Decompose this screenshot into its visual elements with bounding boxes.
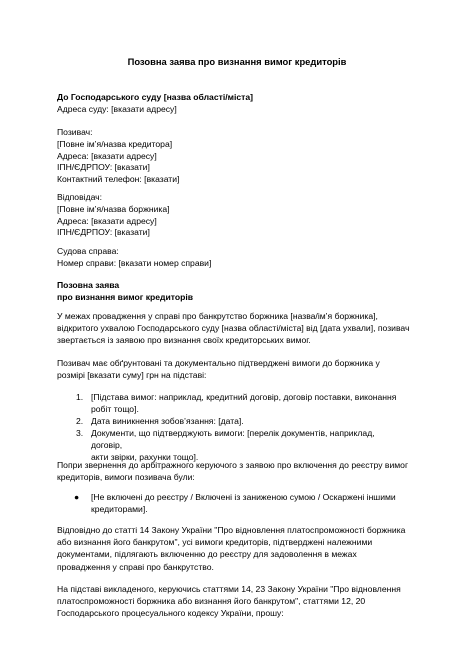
plaintiff-label: Позивач: [57,127,93,137]
bullet-line: [Не включені до реєстру / Включені із заниженою сумою / Оскаржені іншими [91,492,396,502]
list-item-text [91,391,407,415]
paragraph-line: На підставі викладеного, керуючись статтями 14, 23 Закону України "Про відновлення [57,584,401,594]
paragraph-line: Позивач має обґрунтовані та документально підтверджені вимоги до боржника у [57,358,380,368]
case-label: Судова справа: [57,246,119,256]
list-line: [Підстава вимог: наприклад, кредитний договір, договір поставки, виконання [91,392,397,402]
plaintiff-name: [Повне ім’я/назва кредитора] [57,138,173,149]
paragraph-2 [57,357,417,381]
document-title: Позовна заява про визнання вимог кредиторів [127,56,347,67]
bullet-text [91,491,407,515]
list-item-1 [0,391,474,415]
bullet-item [0,491,474,515]
paragraph-line: У межах провадження у справі про банкрутство боржника [назва/ім’я боржника], [57,311,378,321]
case-block [57,246,417,270]
case-number: Номер справи: [вказати номер справи] [57,257,212,268]
list-item-3 [0,427,474,463]
list-line: акти звірки, рахунки тощо]. [91,452,199,463]
bullet-icon: ● [74,492,80,502]
defendant-block [57,192,417,239]
list-line: робіт тощо]. [91,404,139,415]
defendant-ipn: ІПН/ЄДРПОУ: [вказати] [57,227,150,238]
plaintiff-address: Адреса: [вказати адресу] [57,150,157,161]
plaintiff-ipn: ІПН/ЄДРПОУ: [вказати] [57,162,150,173]
defendant-address: Адреса: [вказати адресу] [57,215,157,226]
paragraph-line: Попри звернення до арбітражного керуючого з заявою про включення до реєстру вимог [57,460,409,470]
plaintiff-phone: Контактний телефон: [вказати] [57,174,180,185]
plaintiff-block [57,127,417,186]
paragraph-line: розмірі [вказати суму] грн на підставі: [57,370,207,381]
paragraph-line: документами, підлягають включенню до реєстру для задоволення в межах [57,549,357,560]
paragraph-line: Господарського процесуального кодексу України, прошу: [57,608,284,619]
paragraph-1 [57,310,417,347]
bullet-line: кредиторами]. [91,504,148,515]
court-address: Адреса суду: [вказати адресу] [57,103,177,114]
court-block [57,92,417,116]
paragraph-line: або визнання його банкрутом", усі вимоги кредиторів, підтверджені належними [57,537,373,548]
defendant-label: Відповідач: [57,192,103,202]
list-line: Документи, що підтверджують вимоги: [перелік документів, наприклад, договір, [91,428,375,451]
paragraph-line: відкритого ухвалою Господарського суду [назва області/міста] від [дата ухвали], позивач [57,323,410,334]
list-number: 1. [76,392,84,402]
paragraph-line: провадження у справі про банкрутство. [57,561,214,572]
paragraph-4 [57,524,417,573]
statement-heading-line2: про визнання вимог кредиторів [57,291,194,302]
defendant-name: [Повне ім’я/назва боржника] [57,203,170,214]
list-item-text [91,415,407,427]
statement-heading [57,280,417,304]
list-line: Дата виникнення зобов’язання: [дата]. [91,416,244,426]
paragraph-3 [57,459,417,483]
list-number: 2. [76,416,84,426]
statement-heading-line1: Позовна заява [57,280,120,290]
paragraph-5 [57,583,417,620]
paragraph-line: звертається із заявою про визнання своїх кредиторських вимог. [57,335,311,346]
list-item-2 [0,415,474,427]
paragraph-line: кредиторів, вимоги позивача були: [57,472,195,483]
court-name: До Господарського суду [назва області/міста] [57,92,253,102]
paragraph-line: платоспроможності боржника або визнання його банкрутом", статтями 12, 20 [57,596,366,607]
list-number: 3. [76,428,84,438]
paragraph-line: Відповідно до статті 14 Закону України "Про відновлення платоспроможності боржника [57,525,406,535]
